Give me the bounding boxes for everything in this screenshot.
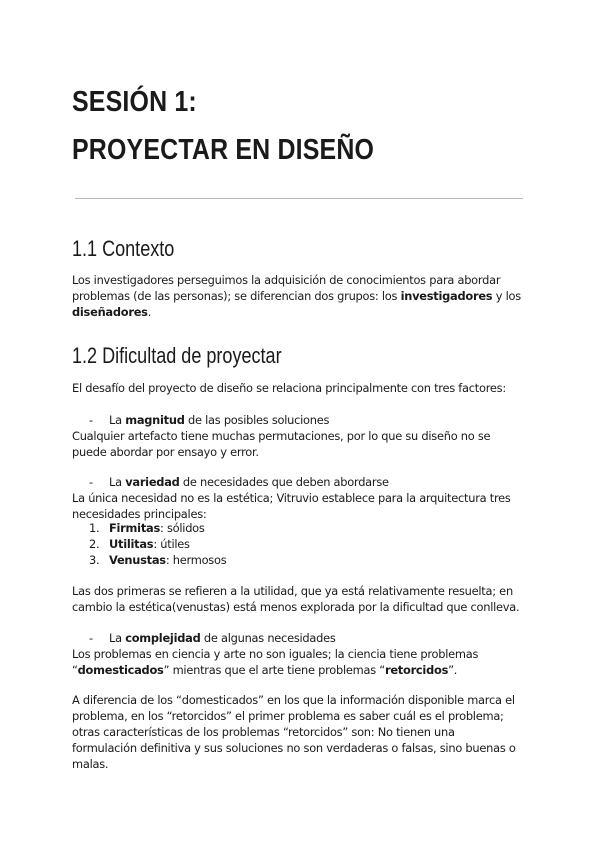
text-run: de necesidades que deben abordarse <box>179 475 389 489</box>
paragraph-magnitud-line-2: puede abordar por ensayo y error. <box>72 445 259 459</box>
section-heading-contexto: 1.1 Contexto <box>72 236 175 261</box>
bold-term-magnitud: magnitud <box>125 413 185 427</box>
paragraph-utilidad-line-2: cambio la estética(venustas) está menos explorada por la dificultad que conlleva. <box>72 600 520 614</box>
dash-marker: - <box>89 475 93 489</box>
text-run: de las posibles soluciones <box>184 413 330 427</box>
paragraph-variedad-line-1: La única necesidad no es la estética; Vitruvio establece para la arquitectura tres <box>72 491 511 505</box>
bullet-magnitud <box>89 412 329 428</box>
section-heading-dificultad: 1.2 Dificultad de proyectar <box>72 343 282 368</box>
text-run: La <box>109 475 126 489</box>
paragraph-variedad-line-2: necesidades principales: <box>72 507 207 521</box>
bold-term-firmitas: Firmitas <box>109 521 160 535</box>
list-item-firmitas <box>89 520 205 536</box>
bold-term-utilitas: Utilitas <box>109 537 154 551</box>
bullet-complejidad <box>89 630 336 646</box>
bold-term-disenadores: diseñadores <box>72 305 148 319</box>
bold-term-retorcidos: retorcidos <box>384 663 449 677</box>
paragraph-final-line-5: malas. <box>72 757 109 771</box>
list-number: 1. <box>89 521 100 535</box>
paragraph-magnitud-line-1: Cualquier artefacto tiene muchas permutaciones, por lo que su diseño no se <box>72 429 491 443</box>
text-run: problemas (de las personas); se diferencian dos grupos: los <box>72 289 401 303</box>
paragraph-final-line-4: formulación definitiva y sus soluciones no son verdaderas o falsas, sino buenas o <box>72 741 516 755</box>
text-run: : sólidos <box>160 521 205 535</box>
paragraph-utilidad-line-1: Las dos primeras se refieren a la utilidad, que ya está relativamente resuelta; en <box>72 584 513 598</box>
bold-term-venustas: Venustas <box>109 553 166 567</box>
list-number: 2. <box>89 537 100 551</box>
paragraph-final-line-1: A diferencia de los “domesticados” en los que la información disponible marca el <box>72 693 515 707</box>
bold-term-domesticados: domesticados <box>77 663 164 677</box>
text-run: La <box>109 413 126 427</box>
paragraph-final-line-3: otras características de los problemas “retorcidos” son: No tienen una <box>72 725 455 739</box>
bullet-variedad <box>89 474 389 490</box>
paragraph-contexto-line-1: Los investigadores perseguimos la adquisición de conocimientos para abordar <box>72 273 501 287</box>
bold-term-investigadores: investigadores <box>400 289 493 303</box>
paragraph-contexto-line-3 <box>72 304 151 320</box>
page-title <box>72 78 374 174</box>
bold-term-complejidad: complejidad <box>125 631 201 645</box>
text-run: ” mientras que el arte tiene problemas “ <box>163 663 385 677</box>
title-line-2: PROYECTAR EN DISEÑO <box>72 134 375 166</box>
horizontal-divider <box>75 198 523 199</box>
text-run: “ <box>72 663 78 677</box>
text-run: y los <box>492 289 521 303</box>
text-run: ”. <box>448 663 458 677</box>
text-run: La <box>109 631 126 645</box>
paragraph-complejidad-line-1: Los problemas en ciencia y arte no son iguales; la ciencia tiene problemas <box>72 647 479 661</box>
paragraph-complejidad-line-2 <box>72 662 457 678</box>
dash-marker: - <box>89 631 93 645</box>
list-number: 3. <box>89 553 100 567</box>
bold-term-variedad: variedad <box>125 475 180 489</box>
dash-marker: - <box>89 413 93 427</box>
text-run: : hermosos <box>165 553 227 567</box>
text-run: . <box>147 305 152 319</box>
list-item-venustas <box>89 552 226 568</box>
text-run: de algunas necesidades <box>200 631 336 645</box>
text-run: : útiles <box>153 537 190 551</box>
paragraph-intro: El desafío del proyecto de diseño se relaciona principalmente con tres factores: <box>72 381 506 395</box>
paragraph-final-line-2: problema, en los “retorcidos” el primer problema es saber cuál es el problema; <box>72 709 504 723</box>
list-item-utilitas <box>89 536 190 552</box>
title-line-1: SESIÓN 1: <box>72 86 197 118</box>
paragraph-contexto-line-2 <box>72 288 521 304</box>
